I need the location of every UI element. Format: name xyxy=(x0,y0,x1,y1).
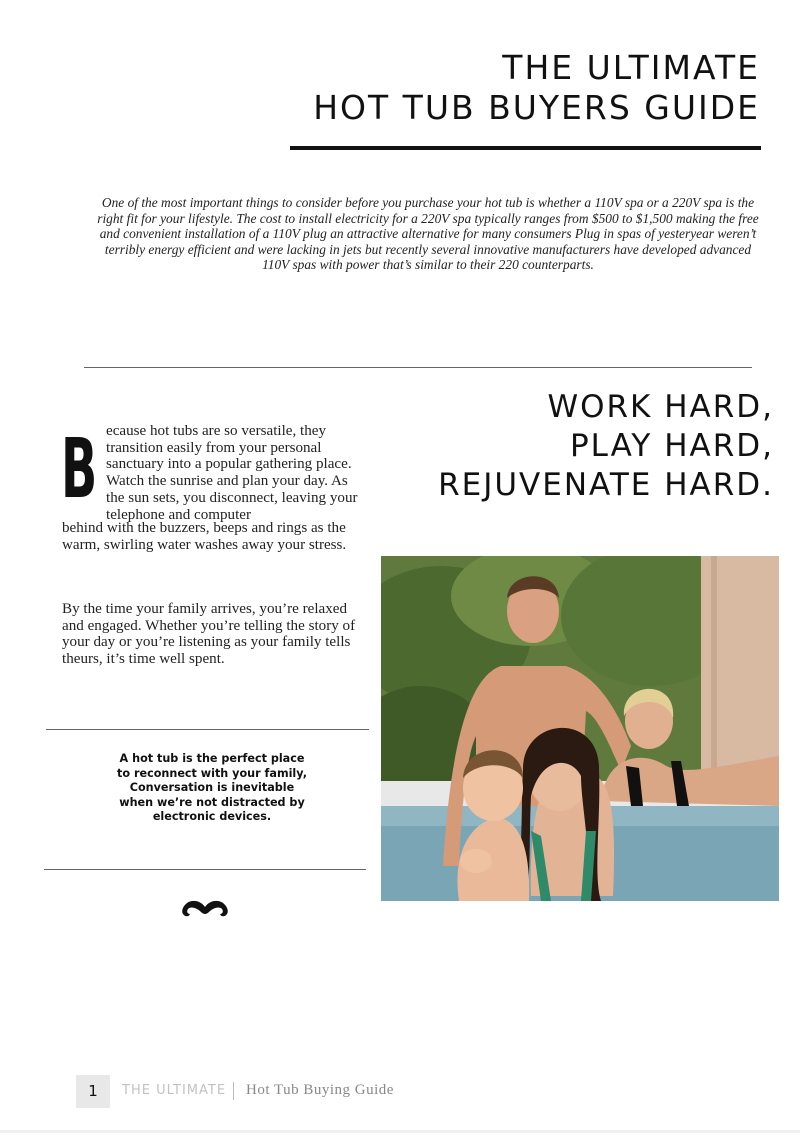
headline xyxy=(438,388,774,505)
body-paragraph-2: By the time your family arrives, you’re relaxed and engaged. Whether you’re telling the story of your day or you’re listening as your family tells theurs, it’s time well spent. xyxy=(62,601,356,668)
pull-quote-top-rule xyxy=(46,729,369,730)
page-title xyxy=(313,48,760,128)
headline-line-1: WORK HARD, xyxy=(547,389,774,425)
headline-line-3: REJUVENATE HARD. xyxy=(438,467,774,503)
title-underline xyxy=(290,146,761,150)
page-number: 1 xyxy=(76,1075,110,1108)
body-paragraph-1-lead: ecause hot tubs are so versatile, they transition easily from your personal sanctuary into a popular gathering place. Watch the sunrise and plan your day. As the sun sets, you disconnect, leaving your telephone and computer xyxy=(106,423,358,523)
drop-cap: B xyxy=(61,422,98,517)
mustache-ornament-icon xyxy=(177,897,233,921)
family-hot-tub-photo xyxy=(381,556,779,901)
title-line-2: HOT TUB BUYERS GUIDE xyxy=(313,88,760,127)
headline-line-2: PLAY HARD, xyxy=(569,428,774,464)
body-paragraph-1-rest: behind with the buzzers, beeps and rings as the warm, swirling water washes away your stress. xyxy=(62,520,347,553)
intro-paragraph: One of the most important things to consider before you purchase your hot tub is whether a 110V spa or a 220V spa is the right fit for your lifestyle. The cost to install electricity for a 220V spa typically ranges from $500 to $1,500 making the free and convenient installation of a 110V plug an attractive alternative for many consumers Plug in spas of yesteryear weren’t terribly energy efficient and were lacking in jets but recently several innovative manufacturers have developed advanced 110V spas with power that’s similar to their 220 counterparts. xyxy=(97,195,759,273)
footer-series-label: THE ULTIMATE xyxy=(122,1083,227,1098)
section-divider xyxy=(84,367,752,368)
footer-separator xyxy=(233,1082,234,1100)
pull-quote-bottom-rule xyxy=(44,869,366,870)
footer-title: Hot Tub Buying Guide xyxy=(246,1082,394,1098)
title-line-1: THE ULTIMATE xyxy=(502,48,760,87)
pull-quote: A hot tub is the perfect place to reconnect with your family, Conversation is inevitable when we’re not distracted by electronic devices. xyxy=(117,752,307,824)
